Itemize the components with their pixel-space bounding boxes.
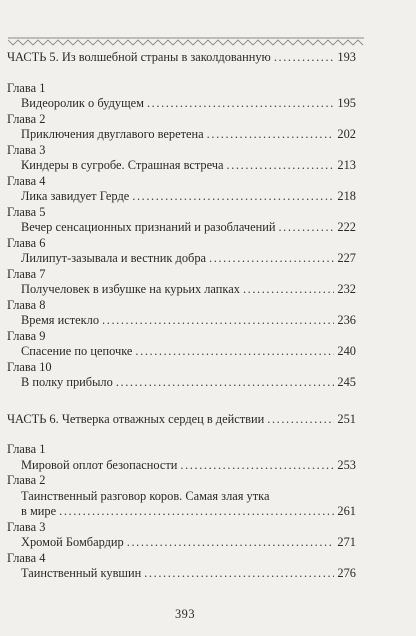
toc-chapter xyxy=(7,143,356,174)
chapter-title: Мировой оплот безопасности xyxy=(21,457,178,472)
chapter-title-continued: в мире xyxy=(21,504,57,518)
chapter-page-number: 253 xyxy=(337,457,356,472)
chapter-page-number: 236 xyxy=(337,313,356,327)
chapter-title: В полку прибыло xyxy=(21,375,113,389)
toc-chapter xyxy=(7,81,356,112)
table-of-contents xyxy=(7,50,356,582)
toc-chapter xyxy=(7,442,356,473)
chapter-title: Время истекло xyxy=(21,313,100,327)
page-number: 393 xyxy=(174,607,196,621)
chapter-title: Получеловек в избушке на курьих лапках xyxy=(21,282,240,296)
toc-part-6 xyxy=(7,412,356,428)
toc-chapter xyxy=(7,360,356,391)
chapter-label: Глава 3 xyxy=(7,142,46,157)
leader-dots xyxy=(209,251,334,267)
toc-chapter xyxy=(7,267,356,298)
chapter-label: Глава 1 xyxy=(7,80,46,95)
chapter-title: Приключения двуглавого веретена xyxy=(21,127,204,141)
part-page-number: 193 xyxy=(337,50,356,64)
leader-dots xyxy=(59,504,334,520)
leader-dots xyxy=(243,282,334,298)
leader-dots xyxy=(144,566,334,582)
leader-dots xyxy=(274,50,335,66)
leader-dots xyxy=(227,158,335,174)
toc-chapter xyxy=(7,551,356,582)
chapter-label: Глава 5 xyxy=(7,204,46,219)
leader-dots xyxy=(267,412,334,428)
toc-chapter xyxy=(7,520,356,551)
chapter-title: Лика завидует Герде xyxy=(21,189,130,203)
chapter-label: Глава 9 xyxy=(7,328,46,343)
chapter-page-number: 202 xyxy=(337,127,356,141)
header-ornament xyxy=(8,37,364,47)
chapter-page-number: 195 xyxy=(337,96,356,110)
leader-dots xyxy=(127,535,335,551)
chapter-title: Вечер сенсационных признаний и разоблачений xyxy=(21,220,276,234)
chapter-label: Глава 3 xyxy=(7,519,46,534)
chapter-label: Глава 6 xyxy=(7,235,46,250)
chapter-label: Глава 4 xyxy=(7,550,46,565)
part-page-number: 251 xyxy=(337,411,356,426)
chapter-page-number: 271 xyxy=(337,535,356,549)
chapter-label: Глава 2 xyxy=(7,111,46,126)
chapter-label: Глава 8 xyxy=(7,297,46,312)
chapter-label: Глава 2 xyxy=(7,473,46,487)
chapter-title: Таинственный кувшин xyxy=(21,566,142,580)
toc-chapter xyxy=(7,112,356,143)
toc-chapter xyxy=(7,236,356,267)
chapter-page-number: 222 xyxy=(337,220,356,234)
leader-dots xyxy=(180,458,334,474)
chapter-page-number: 218 xyxy=(337,189,356,203)
leader-dots xyxy=(278,220,334,236)
chapter-page-number: 232 xyxy=(337,282,356,296)
chapter-title: Хромой Бомбардир xyxy=(21,535,124,549)
chapter-page-number: 245 xyxy=(337,375,356,389)
chapter-label: Глава 10 xyxy=(7,359,52,374)
chapter-page-number: 240 xyxy=(337,344,356,358)
chapter-page-number: 261 xyxy=(337,504,356,518)
leader-dots xyxy=(116,375,335,391)
toc-chapter xyxy=(7,174,356,205)
chapter-page-number: 276 xyxy=(337,566,356,580)
toc-chapter xyxy=(7,298,356,329)
leader-dots xyxy=(102,313,334,329)
part-title: ЧАСТЬ 5. Из волшебной страны в заколдованную xyxy=(7,50,271,64)
leader-dots xyxy=(147,96,334,112)
toc-chapter xyxy=(7,205,356,236)
chapter-title: Киндеры в сугробе. Страшная встреча xyxy=(21,158,224,172)
chapter-title: Лилипут-зазывала и вестник добра xyxy=(21,251,207,265)
chapter-title: Таинственный разговор коров. Самая злая утка xyxy=(21,488,270,503)
toc-chapter xyxy=(7,329,356,360)
chapter-title: Спасение по цепочке xyxy=(21,344,133,358)
chapter-label: Глава 1 xyxy=(7,442,46,456)
chapter-page-number: 227 xyxy=(337,251,356,265)
chapter-page-number: 213 xyxy=(337,158,356,172)
toc-part-5 xyxy=(7,50,356,66)
part-title: ЧАСТЬ 6. Четверка отважных сердец в действии xyxy=(7,411,265,426)
chapter-title: Видеоролик о будущем xyxy=(21,96,144,110)
toc-chapter xyxy=(7,473,356,520)
chapter-label: Глава 4 xyxy=(7,173,46,188)
chapter-label: Глава 7 xyxy=(7,266,46,281)
leader-dots xyxy=(132,189,334,205)
leader-dots xyxy=(135,344,334,360)
leader-dots xyxy=(207,127,335,143)
